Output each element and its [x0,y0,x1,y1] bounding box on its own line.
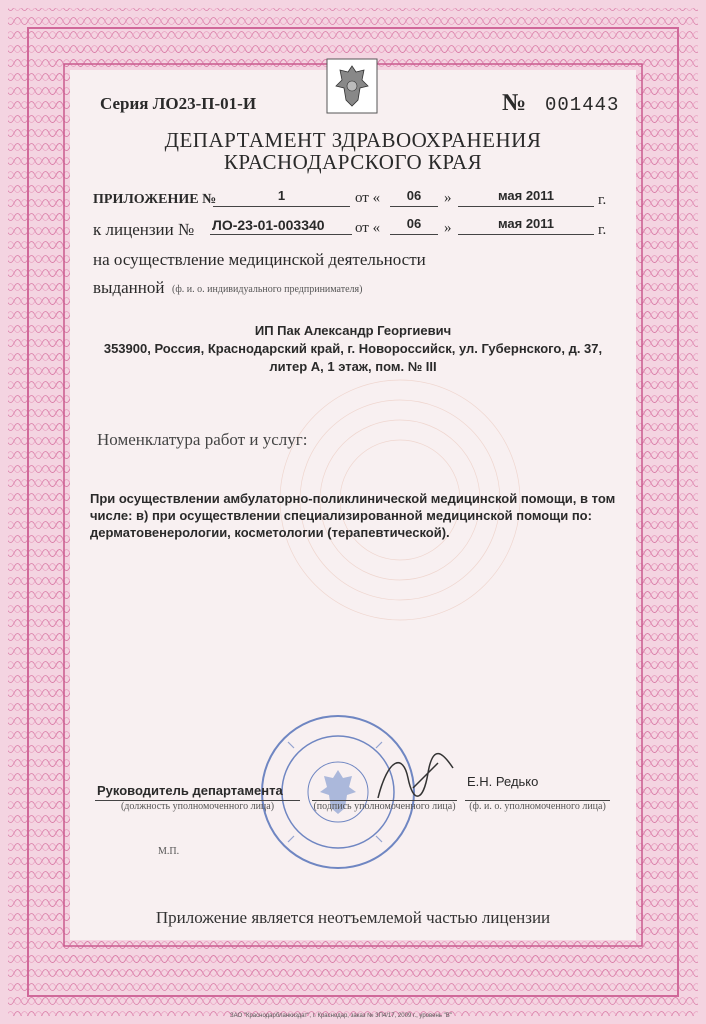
appendix-number: 1 [277,188,286,203]
number-sign: № [502,90,527,116]
license-label: к лицензии № [93,220,195,239]
services-line3: дерматовенерологии, косметологии (терапевтической). [90,525,450,540]
signer-position-caption: (должность уполномоченного лица) [120,801,275,812]
holder-address-line1: 353900, Россия, Краснодарский край, г. Новороссийск, ул. Губернского, д. 37, [103,341,603,356]
signature-icon [368,748,468,808]
signer-name: Е.Н. Редько [467,774,539,789]
license-day: 06 [406,216,422,231]
appendix-year-suffix: г. [598,192,607,208]
appendix-label: ПРИЛОЖЕНИЕ № [93,192,217,207]
holder-name: ИП Пак Александр Георгиевич [254,323,452,338]
appendix-day: 06 [406,188,422,203]
license-month-year: мая 2011 [497,216,555,231]
signature-caption: (подпись уполномоченного лица) [313,801,456,812]
appendix-month-year: мая 2011 [497,188,555,203]
issued-label: выданной [93,278,165,297]
stamp-place-label: М.П. [158,846,180,857]
license-close-quote: » [444,220,452,236]
department-subtitle: КРАСНОДАРСКОГО КРАЯ [223,150,483,174]
services-line1: При осуществлении амбулаторно-поликлинической медицинской помощи, в том [90,491,616,506]
series-word: Серия [100,94,149,113]
series-label [100,94,256,114]
printer-imprint: ЗАО "Краснодарбланкиздат", г. Краснодар, заказ № 3П4/17, 2009 г., уровень "В" [230,1013,452,1019]
holder-address-line2: литер А, 1 этаж, пом. № III [269,359,437,374]
license-from: от « [355,220,381,236]
document-number: 001443 [545,94,620,116]
issued-caption: (ф. и. о. индивидуального предпринимателя) [172,284,363,295]
department-title: ДЕПАРТАМЕНТ ЗДРАВООХРАНЕНИЯ [164,128,542,152]
appendix-close-quote: » [444,190,452,206]
series-value: ЛО23-П-01-И [152,94,257,113]
license-year-suffix: г. [598,222,607,238]
services-line2: числе: в) при осуществлении специализированной медицинской помощи по: [90,508,592,523]
license-number: ЛО-23-01-003340 [212,217,325,233]
signer-name-caption: (ф. и. о. уполномоченного лица) [469,801,606,812]
services-heading: Номенклатура работ и услуг: [97,430,308,449]
coat-of-arms-icon [326,58,378,114]
signer-position: Руководитель департамента [97,783,283,798]
appendix-from: от « [355,190,381,206]
footer-note: Приложение является неотъемлемой частью лицензии [155,908,551,927]
activity-text: на осуществление медицинской деятельности [93,250,426,269]
